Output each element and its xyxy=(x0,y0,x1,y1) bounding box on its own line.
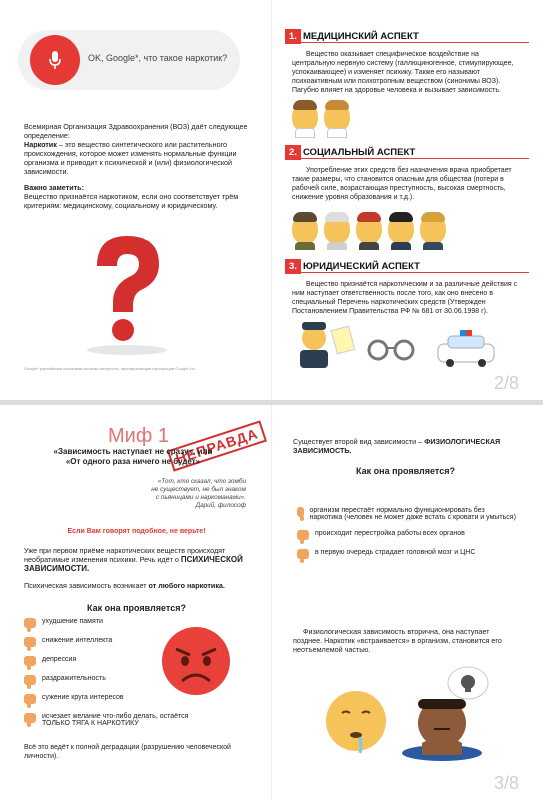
section-medical-title: 1. МЕДИЦИНСКИЙ АСПЕКТ xyxy=(285,29,419,44)
false-stamp: НЕПРАВДА xyxy=(167,420,267,471)
section-divider xyxy=(285,272,529,273)
microphone-icon xyxy=(30,35,80,85)
thumbs-down-icon xyxy=(24,694,36,704)
footnote: Google* крупнейшая поисковая система интернета, принадлежащая корпорации Google Inc. xyxy=(24,366,196,371)
important-title: Важно заметить: xyxy=(24,183,84,192)
question-mark-icon xyxy=(75,228,175,358)
secondary-text: Физиологическая зависимость вторична, она наступает позднее. Наркотик «встраивается» в организм, становится его неотъемлемой частью. xyxy=(293,627,502,654)
column-divider xyxy=(271,0,272,400)
intro-text: Всемирная Организация Здравоохранения (ВОЗ) даёт следующее определение: xyxy=(24,122,248,140)
phys-list xyxy=(297,507,517,568)
list-item: депрессия xyxy=(24,656,214,666)
list-item: происходит перестройка работы всех органов xyxy=(297,530,517,540)
list-item: в первую очередь страдает головной мозг и ЦНС xyxy=(297,549,517,559)
page-number: 3/8 xyxy=(493,773,519,793)
list-item: организм перестаёт нормально функционировать без наркотика (человек не может даже встать с кровати и умыться) xyxy=(297,507,517,521)
important-text: Вещество признаётся наркотиком, если оно соответствует трём критериям: медицинскому, социальному и юридическому. xyxy=(24,192,239,210)
page-3 xyxy=(0,405,543,800)
doctors-emoji xyxy=(292,102,350,132)
myth-title: Миф 1 xyxy=(108,425,169,447)
list-item: ухудшение памяти xyxy=(24,618,214,628)
definition-text: – это вещество синтетического или растительного происхождения, которое может изменять нормальные функции организма и приводит к психической и (или) физиологической зависимости. xyxy=(24,140,237,176)
thumbs-down-icon xyxy=(24,713,36,723)
section-legal-title: 3. ЮРИДИЧЕСКИЙ АСПЕКТ xyxy=(285,259,420,274)
thumbs-down-icon xyxy=(24,618,36,628)
second-type-text: Существует второй вид зависимости – ФИЗИОЛОГИЧЕСКАЯ ЗАВИСИМОСТЬ. xyxy=(293,437,501,455)
section-medical-text: Вещество оказывает специфическое воздействие на центральную нервную систему (галлюциногенное, стимулирующее, успокаивающее) и изменяет психику. Также его называют психоактивным или психотропным веществом (синонимы ВОЗ). Пагубно влияет на здоровье человека и вызывает зависимость. xyxy=(292,51,514,94)
definition-block xyxy=(24,122,249,217)
how-title: Как она проявляется? xyxy=(87,603,186,613)
definition-paragraph xyxy=(24,140,249,176)
section-divider xyxy=(285,158,529,159)
thumbs-down-icon xyxy=(297,507,304,517)
definition-term: Наркотик xyxy=(24,140,57,149)
drooling-and-sick-faces-icon xyxy=(322,663,502,763)
page-number: 2/8 xyxy=(493,373,519,393)
section-social-text: Употребление этих средств без назначения врача приобретает такие размеры, что становится опасным для общества (потери в рабочей силе, возрастающая преступность, высокая смертность, снижение уровня образования и т.д.). xyxy=(292,167,512,201)
epigraph: «Тот, кто сказал, что зомби не существует, не был знаком с пьяницами и наркоманами». Дарий, философ xyxy=(151,478,246,509)
how-title-2: Как она проявляется? xyxy=(356,466,455,476)
thumbs-down-icon xyxy=(297,549,309,559)
thumbs-down-icon xyxy=(24,675,36,685)
column-divider xyxy=(271,405,272,800)
list-item: снижение интеллекта xyxy=(24,637,214,647)
list-item: исчезает желание что-либо делать, остаётся ТОЛЬКО ТЯГА К НАРКОТИКУ xyxy=(24,713,214,727)
thumbs-down-icon xyxy=(297,530,309,540)
list-item: раздражительность xyxy=(24,675,214,685)
section-social-title: 2. СОЦИАЛЬНЫЙ АСПЕКТ xyxy=(285,145,415,160)
warning-text: Если Вам говорят подобное, не верьте! xyxy=(67,528,206,535)
section-legal-text: Вещество признаётся наркотическим и за различные действия с ним наступает ответственность после того, как оно внесено в специальный Перечень наркотических средств (Утвержден Постановлением Правительства РФ № 681 от 30.06.1998 г). xyxy=(292,281,518,315)
section-divider xyxy=(285,42,529,43)
psych-block: Уже при первом приёме наркотических веществ происходят необратимые изменения психики. Речь идёт о ПСИХИЧЕСКОЙ ЗАВИСИМОСТИ. Психическая зависимость возникает от любого наркотика. xyxy=(24,546,243,590)
thumbs-down-icon xyxy=(24,637,36,647)
angry-face-icon xyxy=(160,625,232,697)
police-handcuffs-car-icon xyxy=(292,318,522,370)
conclusion-text: Всё это ведёт к полной деградации (разрушению человеческой личности). xyxy=(24,744,231,760)
myth-quote: «Зависимость наступает не сразу», или «От одного раза ничего не будет» xyxy=(53,447,213,466)
professions-emoji xyxy=(292,214,446,244)
thumbs-down-icon xyxy=(24,656,36,666)
search-query: OK, Google*, что такое наркотик? xyxy=(88,53,228,63)
list-item: сужение круга интересов xyxy=(24,694,214,704)
